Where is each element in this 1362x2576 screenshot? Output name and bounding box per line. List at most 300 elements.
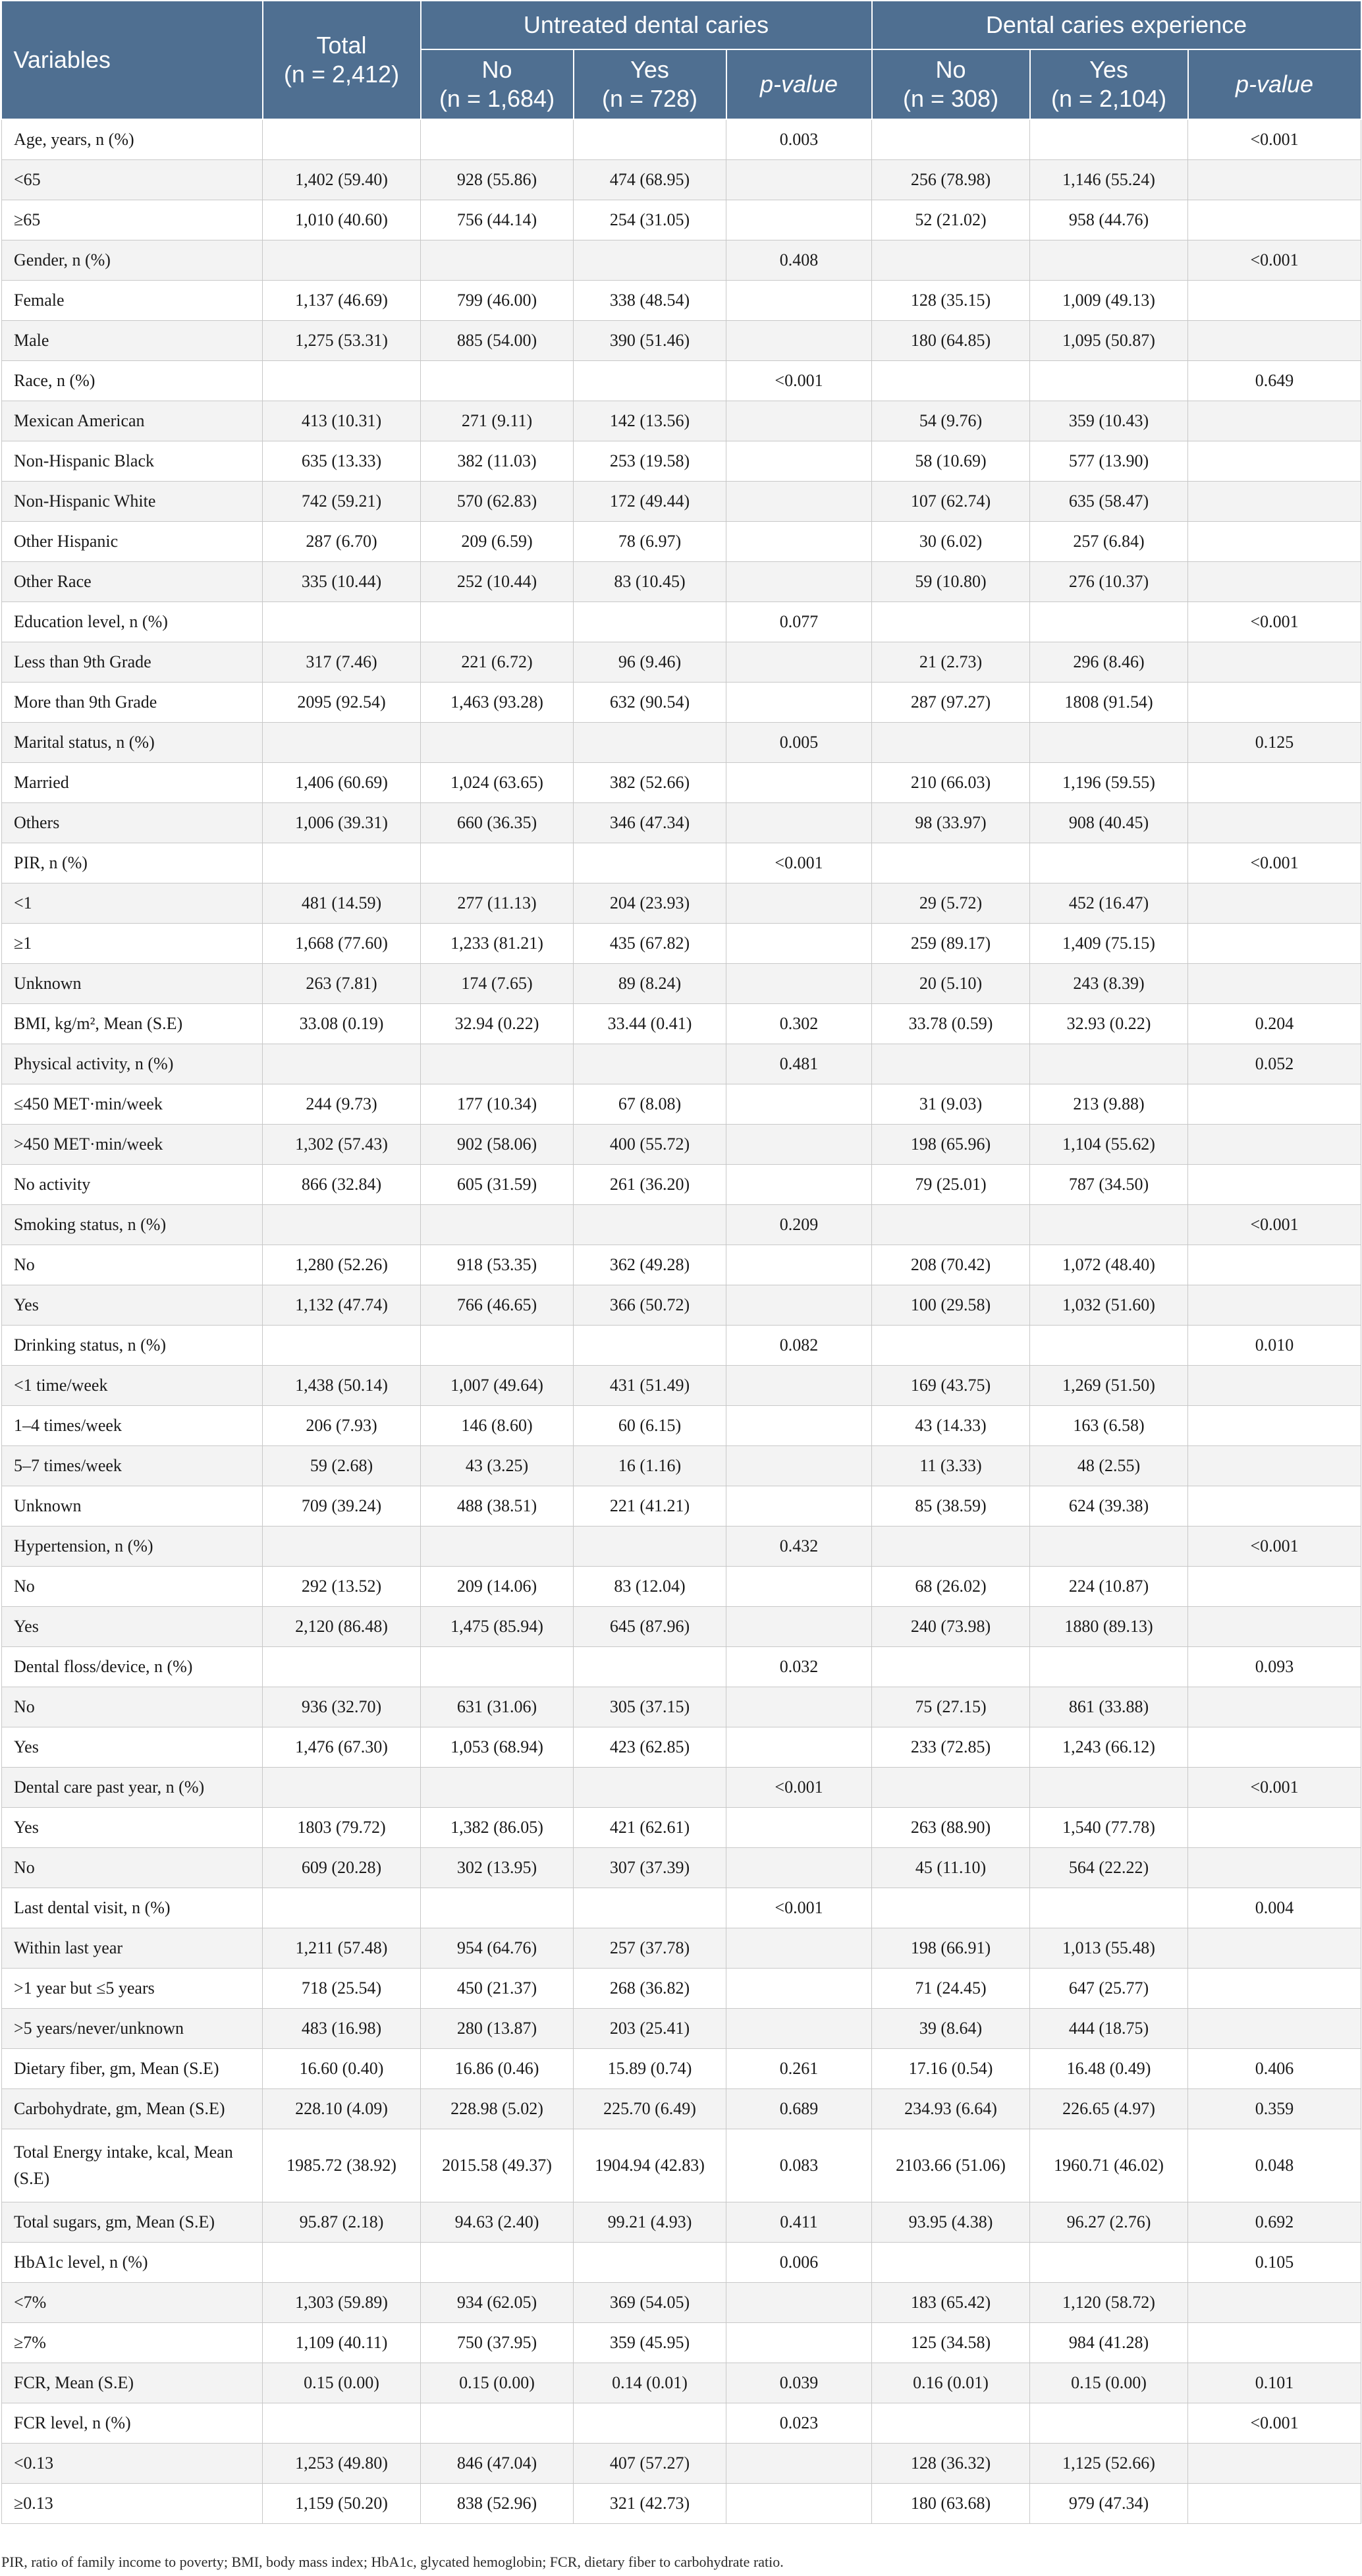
cell-untreated-pvalue: 0.689 xyxy=(726,2089,872,2129)
cell-variable: Yes xyxy=(2,1808,263,1848)
cell-experience-pvalue xyxy=(1188,200,1361,240)
table-row xyxy=(2,1526,1361,1567)
cell-experience-pvalue: 0.101 xyxy=(1188,2363,1361,2403)
cell-total: 33.08 (0.19) xyxy=(263,1004,421,1044)
cell-total: 1,137 (46.69) xyxy=(263,281,421,321)
cell-experience-no xyxy=(872,240,1030,281)
cell-untreated-yes: 390 (51.46) xyxy=(574,321,726,361)
cell-untreated-yes xyxy=(574,1044,726,1084)
cell-experience-pvalue xyxy=(1188,803,1361,843)
cell-variable: >450 MET·min/week xyxy=(2,1125,263,1165)
cell-experience-no: 233 (72.85) xyxy=(872,1727,1030,1768)
cell-experience-yes xyxy=(1030,361,1188,401)
cell-untreated-yes: 257 (37.78) xyxy=(574,1928,726,1969)
cell-variable: Physical activity, n (%) xyxy=(2,1044,263,1084)
cell-untreated-yes: 172 (49.44) xyxy=(574,482,726,522)
cell-untreated-no: 631 (31.06) xyxy=(421,1687,574,1727)
cell-total: 1,402 (59.40) xyxy=(263,160,421,200)
cell-experience-pvalue: <0.001 xyxy=(1188,2403,1361,2444)
cell-untreated-no: 1,007 (49.64) xyxy=(421,1366,574,1406)
cell-experience-pvalue xyxy=(1188,482,1361,522)
cell-experience-yes: 958 (44.76) xyxy=(1030,200,1188,240)
cell-untreated-no: 1,233 (81.21) xyxy=(421,924,574,964)
cell-total: 1803 (79.72) xyxy=(263,1808,421,1848)
cell-untreated-no: 766 (46.65) xyxy=(421,1285,574,1326)
cell-experience-no: 75 (27.15) xyxy=(872,1687,1030,1727)
table-row xyxy=(2,200,1361,240)
cell-untreated-yes xyxy=(574,1526,726,1567)
cell-experience-pvalue: <0.001 xyxy=(1188,843,1361,883)
cell-experience-pvalue xyxy=(1188,1687,1361,1727)
cell-experience-pvalue xyxy=(1188,1567,1361,1607)
table-row xyxy=(2,883,1361,924)
table-row xyxy=(2,1928,1361,1969)
cell-experience-yes: 444 (18.75) xyxy=(1030,2009,1188,2049)
cell-untreated-yes: 474 (68.95) xyxy=(574,160,726,200)
cell-untreated-yes: 60 (6.15) xyxy=(574,1406,726,1446)
cell-untreated-no: 0.15 (0.00) xyxy=(421,2363,574,2403)
cell-total: 206 (7.93) xyxy=(263,1406,421,1446)
cell-experience-yes: 1,540 (77.78) xyxy=(1030,1808,1188,1848)
cell-experience-yes: 1,032 (51.60) xyxy=(1030,1285,1188,1326)
cell-experience-pvalue xyxy=(1188,160,1361,200)
cell-untreated-yes: 99.21 (4.93) xyxy=(574,2202,726,2243)
table-row xyxy=(2,1366,1361,1406)
cell-untreated-pvalue xyxy=(726,2009,872,2049)
cell-untreated-pvalue xyxy=(726,1607,872,1647)
cell-variable: HbA1c level, n (%) xyxy=(2,2243,263,2283)
table-row xyxy=(2,321,1361,361)
cell-untreated-yes xyxy=(574,602,726,642)
cell-total xyxy=(263,1888,421,1928)
table-row xyxy=(2,1326,1361,1366)
cell-variable: ≥7% xyxy=(2,2323,263,2363)
cell-untreated-no: 94.63 (2.40) xyxy=(421,2202,574,2243)
cell-untreated-pvalue: 0.408 xyxy=(726,240,872,281)
cell-total: 1,438 (50.14) xyxy=(263,1366,421,1406)
cell-total xyxy=(263,1044,421,1084)
cell-untreated-no xyxy=(421,1647,574,1687)
cell-experience-pvalue: <0.001 xyxy=(1188,1205,1361,1245)
table-row xyxy=(2,2009,1361,2049)
header-experience-group: Dental caries experience xyxy=(872,1,1361,49)
cell-experience-yes: 624 (39.38) xyxy=(1030,1486,1188,1526)
cell-experience-pvalue xyxy=(1188,1125,1361,1165)
cell-untreated-no: 209 (6.59) xyxy=(421,522,574,562)
cell-untreated-yes: 423 (62.85) xyxy=(574,1727,726,1768)
cell-experience-pvalue xyxy=(1188,883,1361,924)
cell-untreated-no xyxy=(421,723,574,763)
cell-variable: Other Hispanic xyxy=(2,522,263,562)
table-row xyxy=(2,1567,1361,1607)
cell-experience-no xyxy=(872,1326,1030,1366)
cell-experience-no: 29 (5.72) xyxy=(872,883,1030,924)
cell-experience-yes: 1,409 (75.15) xyxy=(1030,924,1188,964)
cell-untreated-yes xyxy=(574,1647,726,1687)
cell-experience-no: 71 (24.45) xyxy=(872,1969,1030,2009)
cell-untreated-pvalue xyxy=(726,522,872,562)
cell-experience-yes: 908 (40.45) xyxy=(1030,803,1188,843)
cell-untreated-yes: 369 (54.05) xyxy=(574,2283,726,2323)
table-row xyxy=(2,160,1361,200)
cell-untreated-no: 660 (36.35) xyxy=(421,803,574,843)
cell-untreated-no: 280 (13.87) xyxy=(421,2009,574,2049)
cell-total: 2,120 (86.48) xyxy=(263,1607,421,1647)
table-row xyxy=(2,2129,1361,2202)
cell-untreated-pvalue: 0.032 xyxy=(726,1647,872,1687)
table-row xyxy=(2,1004,1361,1044)
cell-untreated-yes xyxy=(574,843,726,883)
cell-total: 292 (13.52) xyxy=(263,1567,421,1607)
cell-experience-no: 2103.66 (51.06) xyxy=(872,2129,1030,2202)
cell-total: 936 (32.70) xyxy=(263,1687,421,1727)
cell-untreated-yes xyxy=(574,2243,726,2283)
cell-experience-no: 180 (64.85) xyxy=(872,321,1030,361)
table-body xyxy=(2,119,1361,2524)
cell-untreated-no xyxy=(421,1205,574,1245)
cell-variable: Others xyxy=(2,803,263,843)
cell-untreated-pvalue xyxy=(726,924,872,964)
table-row xyxy=(2,1125,1361,1165)
cell-experience-yes: 1,120 (58.72) xyxy=(1030,2283,1188,2323)
cell-untreated-no: 174 (7.65) xyxy=(421,964,574,1004)
header-ut-yes xyxy=(574,49,726,119)
cell-experience-yes xyxy=(1030,1768,1188,1808)
cell-experience-yes: 1,072 (48.40) xyxy=(1030,1245,1188,1285)
cell-experience-pvalue xyxy=(1188,401,1361,441)
table-row xyxy=(2,803,1361,843)
cell-total xyxy=(263,240,421,281)
cell-total: 1,006 (39.31) xyxy=(263,803,421,843)
cell-total xyxy=(263,1205,421,1245)
cell-untreated-pvalue: 0.077 xyxy=(726,602,872,642)
cell-experience-no xyxy=(872,361,1030,401)
cell-untreated-yes: 15.89 (0.74) xyxy=(574,2049,726,2089)
cell-untreated-no xyxy=(421,1326,574,1366)
cell-experience-no: 54 (9.76) xyxy=(872,401,1030,441)
cell-experience-no: 198 (66.91) xyxy=(872,1928,1030,1969)
cell-untreated-yes: 89 (8.24) xyxy=(574,964,726,1004)
cell-experience-pvalue xyxy=(1188,281,1361,321)
cell-untreated-yes: 366 (50.72) xyxy=(574,1285,726,1326)
cell-untreated-pvalue xyxy=(726,1808,872,1848)
cell-untreated-no: 209 (14.06) xyxy=(421,1567,574,1607)
cell-untreated-yes: 400 (55.72) xyxy=(574,1125,726,1165)
table-row xyxy=(2,964,1361,1004)
cell-total: 483 (16.98) xyxy=(263,2009,421,2049)
cell-variable: Male xyxy=(2,321,263,361)
cell-untreated-pvalue: 0.481 xyxy=(726,1044,872,1084)
cell-experience-no: 169 (43.75) xyxy=(872,1366,1030,1406)
table-row xyxy=(2,642,1361,683)
cell-variable: No xyxy=(2,1848,263,1888)
cell-untreated-pvalue xyxy=(726,2323,872,2363)
cell-variable: No xyxy=(2,1687,263,1727)
cell-untreated-no: 1,463 (93.28) xyxy=(421,683,574,723)
cell-experience-pvalue: 0.692 xyxy=(1188,2202,1361,2243)
cell-experience-yes xyxy=(1030,1526,1188,1567)
cell-untreated-yes: 67 (8.08) xyxy=(574,1084,726,1125)
cell-total: 481 (14.59) xyxy=(263,883,421,924)
cell-variable: No xyxy=(2,1245,263,1285)
cell-experience-no xyxy=(872,1044,1030,1084)
cell-untreated-pvalue: 0.023 xyxy=(726,2403,872,2444)
cell-total: 609 (20.28) xyxy=(263,1848,421,1888)
cell-untreated-pvalue xyxy=(726,1567,872,1607)
cell-experience-no: 52 (21.02) xyxy=(872,200,1030,240)
cell-experience-pvalue xyxy=(1188,2484,1361,2524)
cell-untreated-yes: 16 (1.16) xyxy=(574,1446,726,1486)
cell-experience-pvalue xyxy=(1188,1084,1361,1125)
table-row xyxy=(2,1607,1361,1647)
cell-experience-pvalue: 0.649 xyxy=(1188,361,1361,401)
cell-experience-yes xyxy=(1030,119,1188,160)
cell-untreated-pvalue xyxy=(726,321,872,361)
cell-untreated-pvalue: <0.001 xyxy=(726,1768,872,1808)
cell-variable: 1–4 times/week xyxy=(2,1406,263,1446)
cell-total xyxy=(263,1526,421,1567)
cell-variable: Dental care past year, n (%) xyxy=(2,1768,263,1808)
header-ce-yes-n: (n = 2,104) xyxy=(1050,85,1167,112)
cell-experience-no: 256 (78.98) xyxy=(872,160,1030,200)
cell-experience-yes: 257 (6.84) xyxy=(1030,522,1188,562)
table-row xyxy=(2,2403,1361,2444)
table-row xyxy=(2,522,1361,562)
cell-experience-yes: 452 (16.47) xyxy=(1030,883,1188,924)
cell-untreated-no: 488 (38.51) xyxy=(421,1486,574,1526)
cell-untreated-no: 756 (44.14) xyxy=(421,200,574,240)
cell-experience-no: 58 (10.69) xyxy=(872,441,1030,482)
cell-total: 1,211 (57.48) xyxy=(263,1928,421,1969)
cell-untreated-pvalue xyxy=(726,2444,872,2484)
cell-variable: No activity xyxy=(2,1165,263,1205)
cell-variable: No xyxy=(2,1567,263,1607)
cell-untreated-yes: 645 (87.96) xyxy=(574,1607,726,1647)
cell-experience-no: 125 (34.58) xyxy=(872,2323,1030,2363)
cell-experience-no: 100 (29.58) xyxy=(872,1285,1030,1326)
cell-experience-pvalue: 0.125 xyxy=(1188,723,1361,763)
cell-experience-yes: 32.93 (0.22) xyxy=(1030,1004,1188,1044)
cell-experience-no: 59 (10.80) xyxy=(872,562,1030,602)
cell-untreated-pvalue: 0.005 xyxy=(726,723,872,763)
cell-experience-yes: 1,013 (55.48) xyxy=(1030,1928,1188,1969)
cell-experience-no: 98 (33.97) xyxy=(872,803,1030,843)
cell-untreated-yes: 203 (25.41) xyxy=(574,2009,726,2049)
table-row xyxy=(2,1165,1361,1205)
cell-experience-yes: 1,146 (55.24) xyxy=(1030,160,1188,200)
cell-variable: FCR level, n (%) xyxy=(2,2403,263,2444)
cell-untreated-no: 799 (46.00) xyxy=(421,281,574,321)
cell-experience-no: 21 (2.73) xyxy=(872,642,1030,683)
cell-variable: ≤450 MET·min/week xyxy=(2,1084,263,1125)
cell-untreated-yes: 305 (37.15) xyxy=(574,1687,726,1727)
cell-variable: <1 xyxy=(2,883,263,924)
cell-untreated-no xyxy=(421,119,574,160)
cell-variable: Yes xyxy=(2,1607,263,1647)
cell-untreated-no: 382 (11.03) xyxy=(421,441,574,482)
cell-experience-pvalue xyxy=(1188,1245,1361,1285)
cell-untreated-pvalue xyxy=(726,441,872,482)
table-row xyxy=(2,401,1361,441)
cell-experience-yes: 16.48 (0.49) xyxy=(1030,2049,1188,2089)
cell-experience-yes: 787 (34.50) xyxy=(1030,1165,1188,1205)
cell-variable: <7% xyxy=(2,2283,263,2323)
header-ut-pvalue: p-value xyxy=(726,49,872,119)
cell-experience-yes: 1,269 (51.50) xyxy=(1030,1366,1188,1406)
cell-experience-pvalue: 0.105 xyxy=(1188,2243,1361,2283)
cell-experience-yes: 1,095 (50.87) xyxy=(1030,321,1188,361)
cell-untreated-pvalue xyxy=(726,1165,872,1205)
cell-variable: Gender, n (%) xyxy=(2,240,263,281)
cell-untreated-pvalue xyxy=(726,1245,872,1285)
cell-experience-no: 79 (25.01) xyxy=(872,1165,1030,1205)
cell-untreated-no: 302 (13.95) xyxy=(421,1848,574,1888)
header-total xyxy=(263,1,421,119)
cell-total: 709 (39.24) xyxy=(263,1486,421,1526)
cell-total: 1,010 (40.60) xyxy=(263,200,421,240)
cell-experience-no xyxy=(872,2403,1030,2444)
cell-experience-yes: 1,009 (49.13) xyxy=(1030,281,1188,321)
cell-variable: BMI, kg/m², Mean (S.E) xyxy=(2,1004,263,1044)
cell-experience-yes xyxy=(1030,2243,1188,2283)
cell-total: 244 (9.73) xyxy=(263,1084,421,1125)
table-row xyxy=(2,1647,1361,1687)
cell-untreated-yes: 362 (49.28) xyxy=(574,1245,726,1285)
table-row xyxy=(2,1768,1361,1808)
table-row xyxy=(2,2283,1361,2323)
cell-total xyxy=(263,1768,421,1808)
cell-experience-no: 0.16 (0.01) xyxy=(872,2363,1030,2403)
cell-experience-no: 68 (26.02) xyxy=(872,1567,1030,1607)
cell-experience-yes xyxy=(1030,1205,1188,1245)
cell-total: 1,668 (77.60) xyxy=(263,924,421,964)
cell-total: 59 (2.68) xyxy=(263,1446,421,1486)
cell-variable: <65 xyxy=(2,160,263,200)
cell-variable: More than 9th Grade xyxy=(2,683,263,723)
cell-total: 287 (6.70) xyxy=(263,522,421,562)
cell-total: 16.60 (0.40) xyxy=(263,2049,421,2089)
cell-untreated-yes: 96 (9.46) xyxy=(574,642,726,683)
cell-untreated-pvalue xyxy=(726,482,872,522)
cell-experience-pvalue xyxy=(1188,642,1361,683)
cell-untreated-pvalue: 0.261 xyxy=(726,2049,872,2089)
cell-untreated-pvalue: 0.083 xyxy=(726,2129,872,2202)
cell-untreated-yes: 221 (41.21) xyxy=(574,1486,726,1526)
cell-total xyxy=(263,119,421,160)
table-footnote: PIR, ratio of family income to poverty; BMI, body mass index; HbA1c, glycated hemoglobin; FCR, dietary fiber to carbohydrate ratio. xyxy=(1,2554,784,2570)
cell-variable: Last dental visit, n (%) xyxy=(2,1888,263,1928)
table-row xyxy=(2,2243,1361,2283)
cell-variable: PIR, n (%) xyxy=(2,843,263,883)
cell-variable: Less than 9th Grade xyxy=(2,642,263,683)
cell-untreated-yes: 83 (12.04) xyxy=(574,1567,726,1607)
table-row xyxy=(2,2089,1361,2129)
cell-untreated-pvalue: 0.209 xyxy=(726,1205,872,1245)
cell-variable: Total sugars, gm, Mean (S.E) xyxy=(2,2202,263,2243)
cell-experience-pvalue xyxy=(1188,2009,1361,2049)
cell-total: 1,159 (50.20) xyxy=(263,2484,421,2524)
cell-untreated-pvalue xyxy=(726,1406,872,1446)
cell-variable: Carbohydrate, gm, Mean (S.E) xyxy=(2,2089,263,2129)
cell-total: 1,275 (53.31) xyxy=(263,321,421,361)
cell-untreated-no xyxy=(421,1888,574,1928)
cell-experience-no: 210 (66.03) xyxy=(872,763,1030,803)
cell-untreated-pvalue xyxy=(726,1486,872,1526)
cell-untreated-pvalue xyxy=(726,642,872,683)
cell-untreated-yes: 382 (52.66) xyxy=(574,763,726,803)
cell-experience-pvalue xyxy=(1188,763,1361,803)
cell-experience-no: 263 (88.90) xyxy=(872,1808,1030,1848)
cell-experience-no: 198 (65.96) xyxy=(872,1125,1030,1165)
cell-total: 95.87 (2.18) xyxy=(263,2202,421,2243)
header-ut-no-label: No xyxy=(481,56,512,83)
cell-variable: Non-Hispanic White xyxy=(2,482,263,522)
cell-experience-no: 128 (36.32) xyxy=(872,2444,1030,2484)
cell-untreated-yes: 431 (51.49) xyxy=(574,1366,726,1406)
cell-total: 1985.72 (38.92) xyxy=(263,2129,421,2202)
cell-experience-no xyxy=(872,723,1030,763)
table-row xyxy=(2,361,1361,401)
cell-untreated-pvalue: <0.001 xyxy=(726,843,872,883)
cell-untreated-yes: 83 (10.45) xyxy=(574,562,726,602)
cell-experience-no xyxy=(872,1205,1030,1245)
table-row xyxy=(2,1285,1361,1326)
cell-untreated-pvalue xyxy=(726,160,872,200)
cell-untreated-yes: 338 (48.54) xyxy=(574,281,726,321)
cell-experience-pvalue xyxy=(1188,2444,1361,2484)
cell-variable: Total Energy intake, kcal, Mean (S.E) xyxy=(2,2129,263,2202)
cell-experience-pvalue xyxy=(1188,522,1361,562)
cell-untreated-pvalue: 0.082 xyxy=(726,1326,872,1366)
cell-untreated-pvalue xyxy=(726,964,872,1004)
cell-experience-yes xyxy=(1030,1647,1188,1687)
cell-variable: Age, years, n (%) xyxy=(2,119,263,160)
table-row xyxy=(2,1486,1361,1526)
cell-untreated-no xyxy=(421,843,574,883)
cell-variable: Non-Hispanic Black xyxy=(2,441,263,482)
cell-total xyxy=(263,602,421,642)
cell-untreated-no: 228.98 (5.02) xyxy=(421,2089,574,2129)
cell-variable: Dietary fiber, gm, Mean (S.E) xyxy=(2,2049,263,2089)
cell-variable: Unknown xyxy=(2,964,263,1004)
table-row xyxy=(2,2049,1361,2089)
cell-total: 1,303 (59.89) xyxy=(263,2283,421,2323)
cell-untreated-pvalue: <0.001 xyxy=(726,361,872,401)
cell-experience-no xyxy=(872,1888,1030,1928)
header-ut-no xyxy=(421,49,574,119)
cell-experience-pvalue: 0.010 xyxy=(1188,1326,1361,1366)
cell-untreated-yes: 359 (45.95) xyxy=(574,2323,726,2363)
cell-untreated-yes: 254 (31.05) xyxy=(574,200,726,240)
cell-variable: Drinking status, n (%) xyxy=(2,1326,263,1366)
cell-experience-no: 30 (6.02) xyxy=(872,522,1030,562)
cell-experience-pvalue xyxy=(1188,2323,1361,2363)
cell-untreated-yes xyxy=(574,1326,726,1366)
cell-untreated-no: 277 (11.13) xyxy=(421,883,574,924)
cell-variable: Education level, n (%) xyxy=(2,602,263,642)
cell-total: 413 (10.31) xyxy=(263,401,421,441)
cell-untreated-yes: 321 (42.73) xyxy=(574,2484,726,2524)
cell-untreated-no: 146 (8.60) xyxy=(421,1406,574,1446)
cell-experience-no xyxy=(872,843,1030,883)
table-row xyxy=(2,763,1361,803)
cell-untreated-pvalue xyxy=(726,200,872,240)
table-row xyxy=(2,2444,1361,2484)
table-header xyxy=(2,1,1361,119)
cell-total: 635 (13.33) xyxy=(263,441,421,482)
cell-experience-pvalue xyxy=(1188,1848,1361,1888)
characteristics-table xyxy=(1,1,1362,2524)
